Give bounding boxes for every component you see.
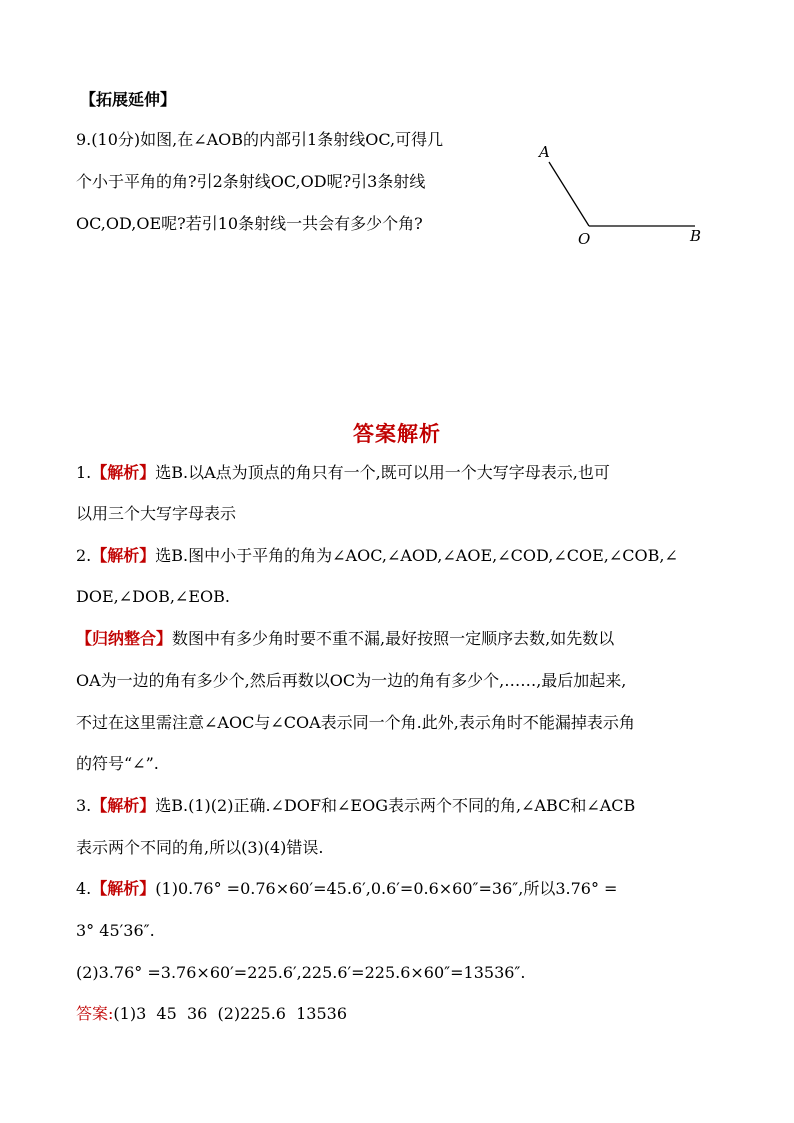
answer-2-line-1 bbox=[76, 546, 678, 566]
question-9-line-3: OC,OD,OE呢?若引10条射线一共会有多少个角? bbox=[76, 214, 423, 233]
answer-4-text: (1)0.76° =0.76×60′=45.6′,0.6′=0.6×60″=36″,所以3.76° = bbox=[155, 879, 618, 898]
summary-tag: 【归纳整合】 bbox=[76, 629, 173, 648]
answer-4-analysis-tag: 【解析】 bbox=[91, 879, 156, 898]
answer-3-number: 3. bbox=[76, 796, 92, 815]
summary-line-4: 的符号“∠”. bbox=[76, 754, 159, 773]
answer-2-analysis-tag: 【解析】 bbox=[91, 546, 156, 565]
answer-1-analysis-tag: 【解析】 bbox=[91, 463, 156, 482]
ray-oa bbox=[549, 162, 589, 226]
label-o: O bbox=[578, 230, 591, 248]
summary-line-1 bbox=[76, 629, 614, 649]
summary-line-3: 不过在这里需注意∠AOC与∠COA表示同一个角.此外,表示角时不能漏掉表示角 bbox=[76, 713, 635, 732]
answer-3-text: 选B.(1)(2)正确.∠DOF和∠EOG表示两个不同的角,∠ABC和∠ACB bbox=[155, 796, 636, 815]
answer-section-title: 答案解析 bbox=[353, 421, 441, 446]
answer-4-line-1 bbox=[76, 879, 617, 899]
answer-3-line-2: 表示两个不同的角,所以(3)(4)错误. bbox=[76, 838, 324, 857]
answer-2-line-2: DOE,∠DOB,∠EOB. bbox=[76, 587, 230, 606]
answer-1-line-1 bbox=[76, 463, 610, 483]
label-a: A bbox=[539, 143, 550, 161]
answer-4-line-2: 3° 45′36″. bbox=[76, 921, 155, 940]
answer-1-line-2: 以用三个大写字母表示 bbox=[76, 504, 237, 523]
answer-2-number: 2. bbox=[76, 546, 92, 565]
answer-4-number: 4. bbox=[76, 879, 92, 898]
answer-4-line-3: (2)3.76° =3.76×60′=225.6′,225.6′=225.6×60″=13536″. bbox=[76, 963, 526, 982]
question-9-line-2: 个小于平角的角?引2条射线OC,OD呢?引3条射线 bbox=[76, 172, 426, 191]
answer-1-text: 选B.以A点为顶点的角只有一个,既可以用一个大写字母表示,也可 bbox=[155, 463, 610, 482]
answer-1-number: 1. bbox=[76, 463, 92, 482]
extension-section-title: 【拓展延伸】 bbox=[80, 90, 177, 109]
answer-2-text: 选B.图中小于平角的角为∠AOC,∠AOD,∠AOE,∠COD,∠COE,∠COB,∠ bbox=[155, 546, 678, 565]
answer-3-line-1 bbox=[76, 796, 635, 816]
final-answer-line bbox=[76, 1004, 347, 1024]
label-b: B bbox=[690, 227, 702, 245]
answer-value: (1)3 45 36 (2)225.6 13536 bbox=[113, 1004, 348, 1023]
summary-text: 数图中有多少角时要不重不漏,最好按照一定顺序去数,如先数以 bbox=[172, 629, 615, 648]
answer-3-analysis-tag: 【解析】 bbox=[91, 796, 156, 815]
answer-label: 答案: bbox=[76, 1004, 114, 1023]
question-9-line-1: 9.(10分)如图,在∠AOB的内部引1条射线OC,可得几 bbox=[76, 130, 444, 149]
summary-line-2: OA为一边的角有多少个,然后再数以OC为一边的角有多少个,……,最后加起来, bbox=[76, 671, 627, 690]
